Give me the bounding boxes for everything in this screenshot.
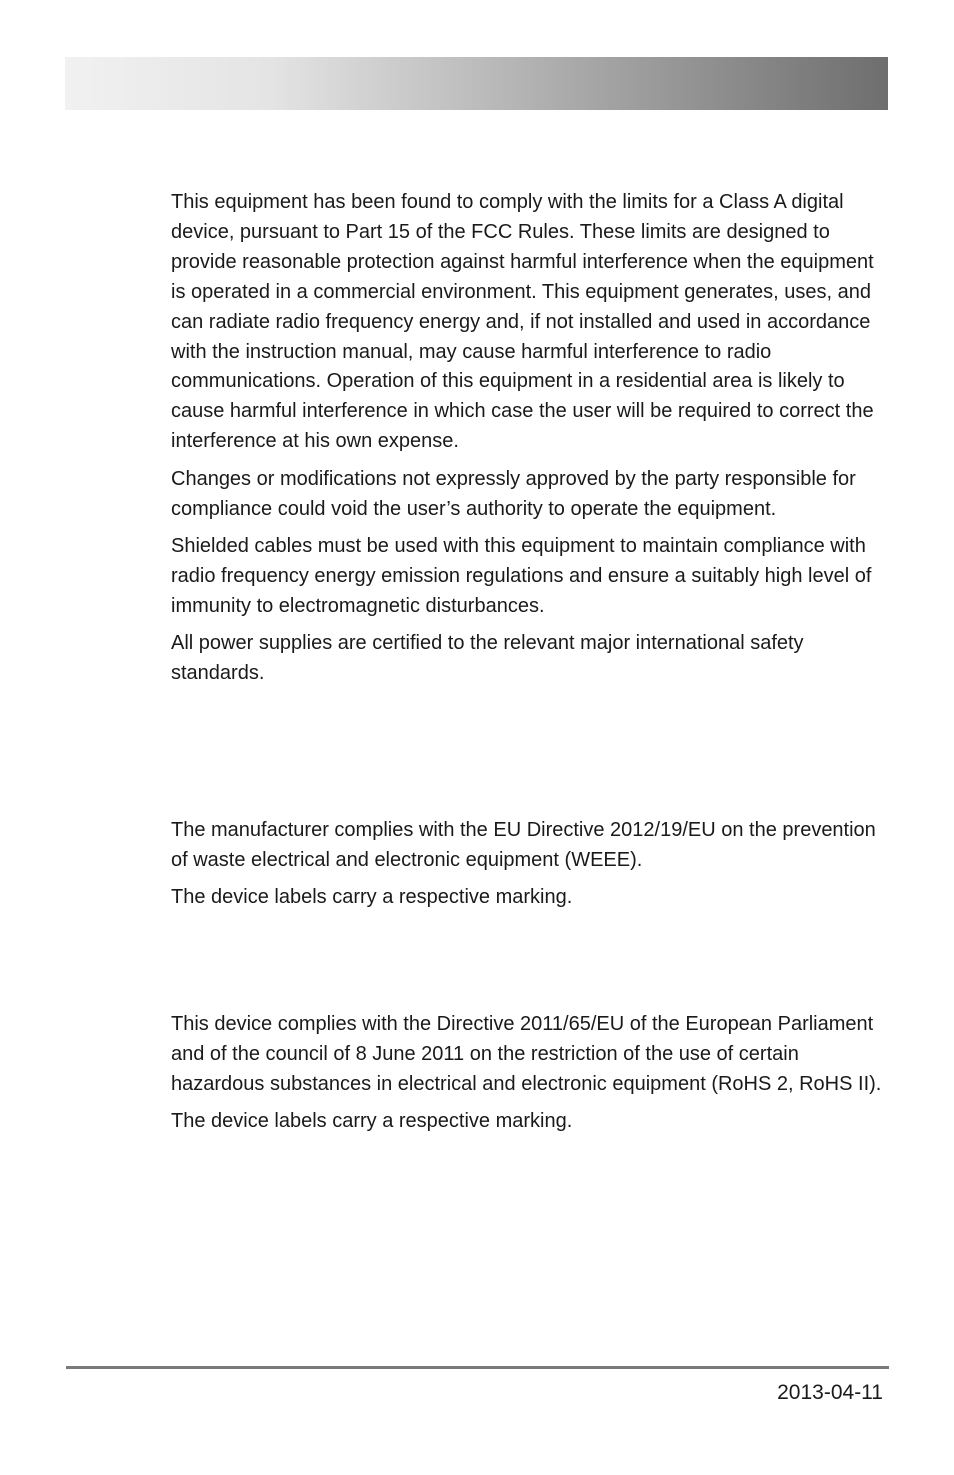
weee-section [171,816,891,921]
header-bar [65,57,888,110]
fcc-paragraph: All power supplies are certified to the relevant major international safety standards. [171,632,804,685]
fcc-paragraph: Shielded cables must be used with this equipment to maintain compliance with radio frequency energy emission regulations and ensure a suitably high level of immunity to electromagnetic disturbances. [171,534,872,617]
fcc-compliance-section [171,188,891,697]
rohs-paragraph: The device labels carry a respective marking. [171,1110,573,1133]
rohs-section [171,1010,891,1145]
footer-date: 2013-04-11 [777,1381,883,1404]
weee-paragraph: The manufacturer complies with the EU Directive 2012/19/EU on the prevention of waste electrical and electronic equipment (WEEE). [171,819,876,871]
footer-divider [66,1366,889,1369]
fcc-paragraph: This equipment has been found to comply with the limits for a Class A digital device, pursuant to Part 15 of the FCC Rules. These limits are designed to provide reasonable protection against harmful interference when the equipment is operated in a commercial environment. This equipment generates, uses, and can radiate radio frequency energy and, if not installed and used in accordance with the instruction manual, may cause harmful interference to radio communications. Operation of this equipment in a residential area is likely to cause harmful interference in which case the user will be required to correct the interference at his own expense. [171,191,874,453]
weee-paragraph: The device labels carry a respective marking. [171,886,573,909]
fcc-paragraph: Changes or modifications not expressly approved by the party responsible for compliance could void the user’s authority to operate the equipment. [171,467,856,520]
rohs-paragraph: This device complies with the Directive 2011/65/EU of the European Parliament and of the council of 8 June 2011 on the restriction of the use of certain hazardous substances in electrical and electronic equipment (RoHS 2, RoHS II). [171,1013,882,1095]
